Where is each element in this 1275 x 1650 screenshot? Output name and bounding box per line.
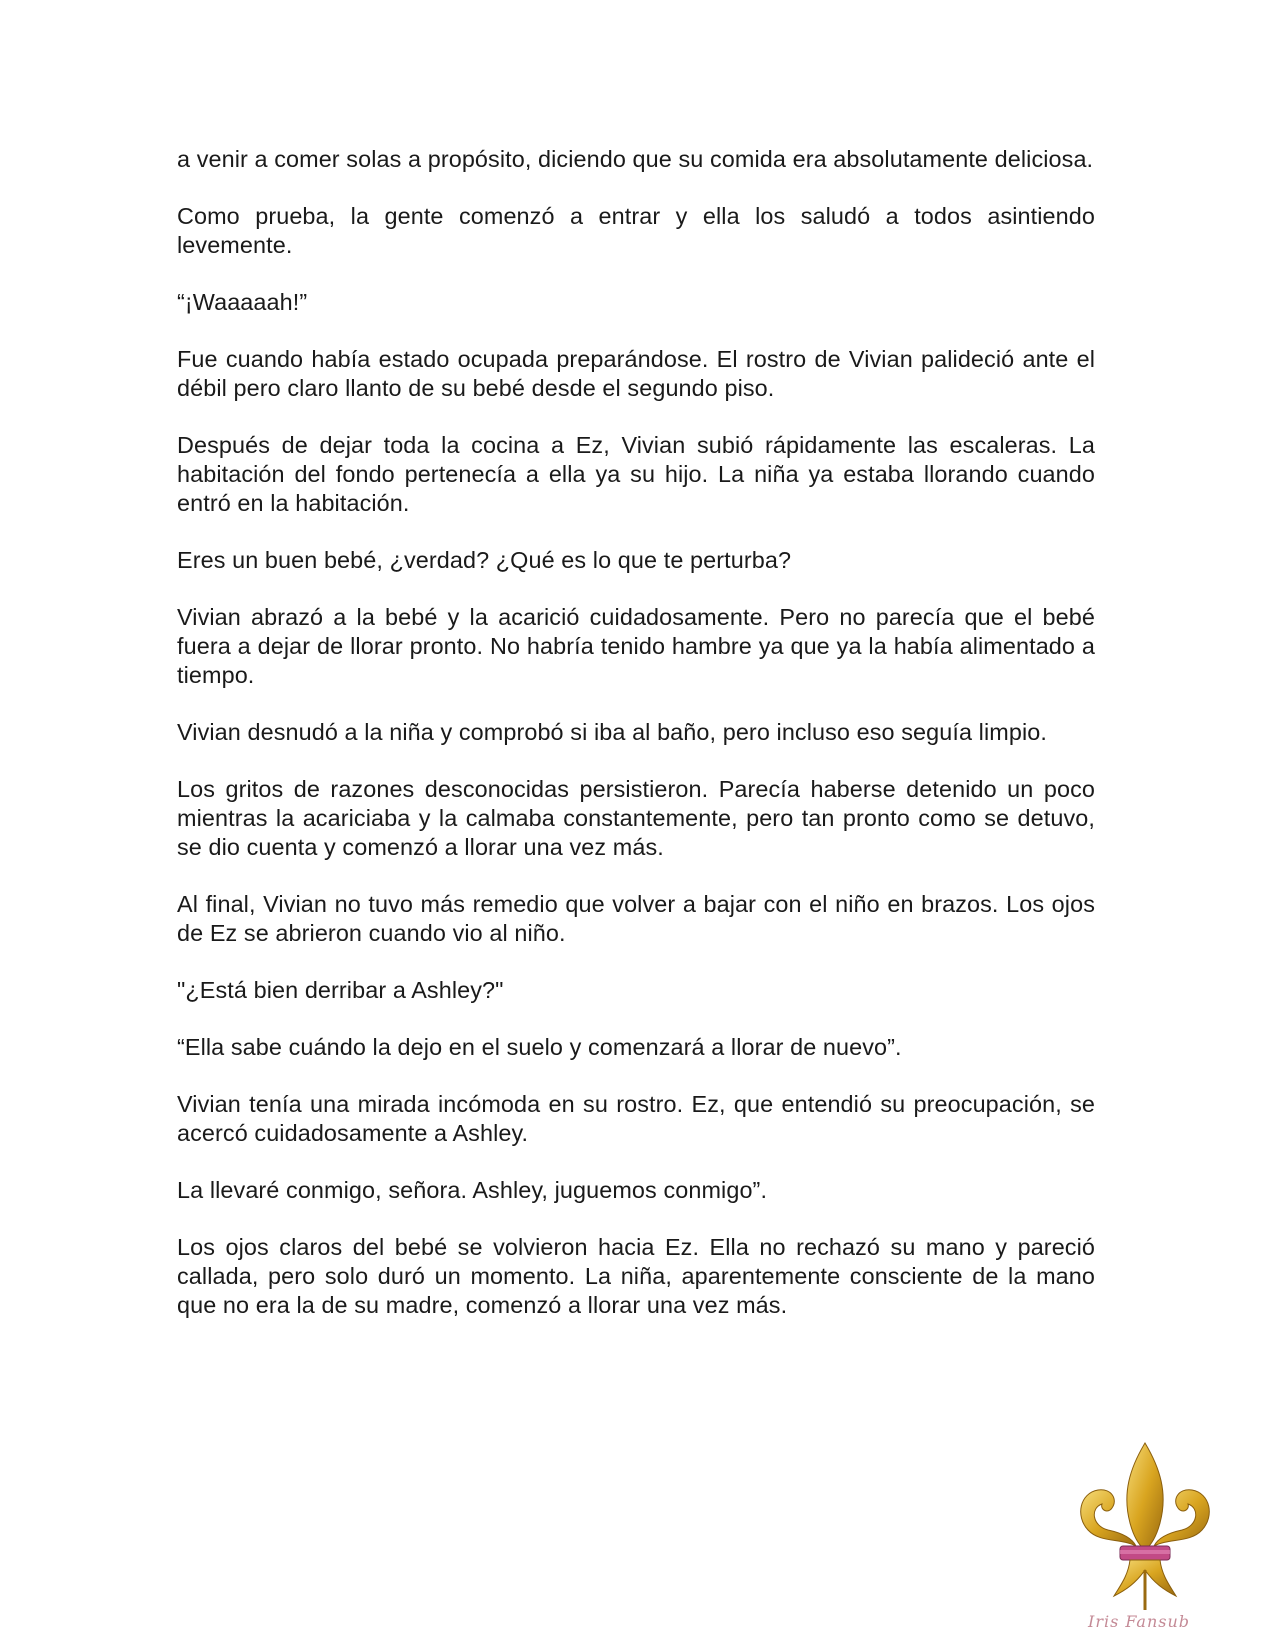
paragraph: Los gritos de razones desconocidas persistieron. Parecía haberse detenido un poco mientras la acariciaba y la calmaba constantemente, pero tan pronto como se detuvo, se dio cuenta y comenzó a llorar una vez más. [177, 776, 1095, 860]
paragraph: Vivian desnudó a la niña y comprobó si iba al baño, pero incluso eso seguía limpio. [177, 719, 1047, 745]
page-body [177, 145, 1095, 1348]
paragraph: Al final, Vivian no tuvo más remedio que volver a bajar con el niño en brazos. Los ojos de Ez se abrieron cuando vio al niño. [177, 891, 1095, 946]
logo-caption: Iris Fansub [1088, 1612, 1190, 1631]
paragraph: a venir a comer solas a propósito, diciendo que su comida era absolutamente deliciosa. [177, 146, 1094, 172]
paragraph: Los ojos claros del bebé se volvieron hacia Ez. Ella no rechazó su mano y pareció callada, pero solo duró un momento. La niña, aparentemente consciente de la mano que no era la de su madre, comenzó a llorar una vez más. [177, 1234, 1095, 1318]
paragraph: La llevaré conmigo, señora. Ashley, juguemos conmigo”. [177, 1177, 768, 1203]
paragraph: Fue cuando había estado ocupada preparándose. El rostro de Vivian palideció ante el débil pero claro llanto de su bebé desde el segundo piso. [177, 346, 1095, 401]
paragraph: Vivian abrazó a la bebé y la acarició cuidadosamente. Pero no parecía que el bebé fuera a dejar de llorar pronto. No habría tenido hambre ya que ya la había alimentado a tiempo. [177, 604, 1095, 688]
paragraph: “¡Waaaaah!” [177, 289, 308, 315]
paragraph: “Ella sabe cuándo la dejo en el suelo y comenzará a llorar de nuevo”. [177, 1034, 902, 1060]
fansub-logo [1070, 1438, 1220, 1638]
paragraph: Eres un buen bebé, ¿verdad? ¿Qué es lo que te perturba? [177, 547, 792, 573]
paragraph: "¿Está bien derribar a Ashley?" [177, 977, 504, 1003]
paragraph: Vivian tenía una mirada incómoda en su rostro. Ez, que entendió su preocupación, se acercó cuidadosamente a Ashley. [177, 1091, 1095, 1146]
paragraph: Como prueba, la gente comenzó a entrar y ella los saludó a todos asintiendo levemente. [177, 203, 1095, 258]
fleur-de-lis-icon [1070, 1438, 1220, 1613]
paragraph: Después de dejar toda la cocina a Ez, Vivian subió rápidamente las escaleras. La habitación del fondo pertenecía a ella ya su hijo. La niña ya estaba llorando cuando entró en la habitación. [177, 432, 1095, 516]
